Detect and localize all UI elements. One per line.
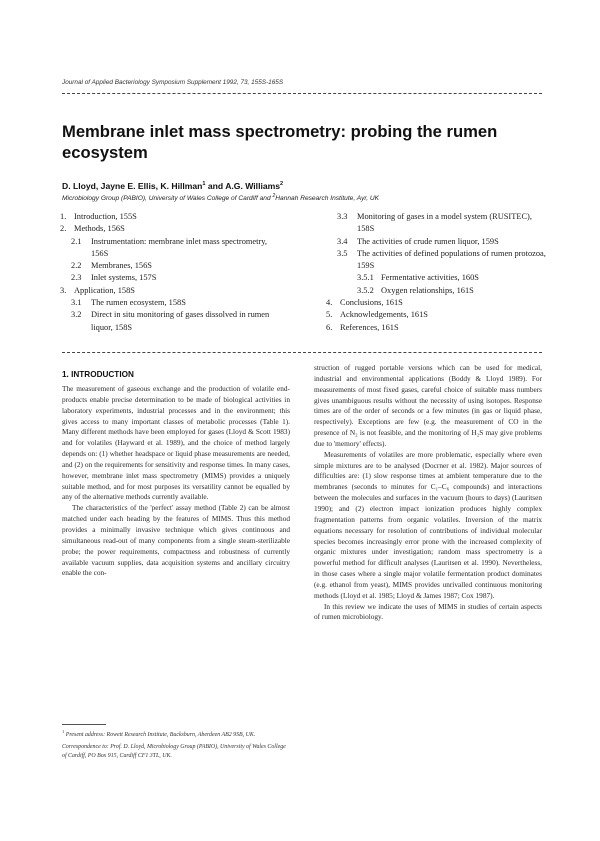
toc-entry bbox=[60, 260, 280, 272]
toc-entry bbox=[326, 297, 546, 309]
footnote-rule bbox=[62, 724, 106, 725]
toc-entry-label: Membranes, 156S bbox=[91, 261, 152, 271]
toc-entry bbox=[60, 211, 280, 223]
paragraph: The measurement of gaseous exchange and the production of volatile end-products enable precise determination to be made of biological activities in laboratory experiments, industrial processes and in the environment; this gives access to many important classes of metabolic processes (Table 1). Many different methods have been employed for gases (Lloyd & Scott 1983) and for volatiles (Hayward et al. 1989), and the choice of method largely depends on: (1) whether headspace or liquid phase measurements are needed, and (2) on the requirements for sensitivity and response times. In many cases, however, membrane inlet mass spectrometry (MIMS) provides a uniquely suitable method, and for most purposes its versatility cannot be equalled by any of the alternative methods currently available. bbox=[62, 384, 290, 502]
toc-entry-label: Conclusions, 161S bbox=[340, 298, 403, 308]
toc-entry bbox=[326, 285, 546, 297]
toc-entry-number: 4. bbox=[326, 298, 333, 308]
toc-entry bbox=[60, 236, 280, 261]
toc-entry-number: 3.5.1 bbox=[357, 273, 374, 283]
journal-header: Journal of Applied Bacteriology Symposium Supplement 1992, 73, 155S-165S bbox=[62, 79, 284, 86]
header-rule bbox=[62, 93, 542, 94]
toc-entry-number: 3.3 bbox=[337, 212, 348, 221]
toc-entry-label: Monitoring of gases in a model system (RUSITEC), 158S bbox=[357, 212, 532, 234]
body-column-left bbox=[62, 384, 290, 579]
affiliation-sup: 2 bbox=[272, 193, 276, 199]
author-sup-1: 1 bbox=[202, 181, 206, 188]
toc-entry bbox=[60, 297, 280, 309]
toc-entry-number: 3.4 bbox=[337, 236, 348, 246]
section-heading-introduction: 1. INTRODUCTION bbox=[62, 370, 134, 379]
toc-entry-label: References, 161S bbox=[340, 322, 399, 332]
toc-entry-label: Direct in situ monitoring of gases dissolved in rumen liquor, 158S bbox=[91, 310, 270, 332]
toc-entry-label: The activities of crude rumen liquor, 159S bbox=[357, 236, 499, 246]
article-title: Membrane inlet mass spectrometry: probing the rumen ecosystem bbox=[62, 122, 498, 162]
toc-entry-number: 2.1 bbox=[71, 236, 82, 246]
toc-entry-number: 3. bbox=[60, 285, 67, 295]
toc-entry-number: 1. bbox=[60, 212, 67, 221]
toc-entry-number: 3.5.2 bbox=[357, 285, 374, 295]
authors bbox=[62, 181, 542, 191]
toc-entry bbox=[326, 272, 546, 284]
footnotes bbox=[62, 728, 290, 763]
toc-entry-label: Fermentative activities, 160S bbox=[381, 273, 479, 283]
footnote-present-address bbox=[62, 728, 290, 740]
toc-entry-label: Inlet systems, 157S bbox=[91, 273, 157, 283]
toc-entry-number: 2.2 bbox=[71, 261, 82, 271]
toc-entry-label: Oxygen relationships, 161S bbox=[381, 285, 474, 295]
toc-entry-number: 2.3 bbox=[71, 273, 82, 283]
toc-right-column bbox=[326, 211, 546, 334]
toc-entry-label: The rumen ecosystem, 158S bbox=[91, 298, 186, 308]
author-names: D. Lloyd, Jayne E. Ellis, K. Hillman bbox=[62, 181, 203, 191]
affiliation-main: Microbiology Group (PABIO), University of Wales College of Cardiff and bbox=[62, 195, 273, 203]
toc-left-column bbox=[60, 211, 280, 334]
footnote-present-text: Present address: Rowett Research Institute, Bucksburn, Aberdeen AB2 9SB, UK. bbox=[65, 731, 256, 738]
toc-entry-number: 5. bbox=[326, 310, 333, 320]
toc-entry-label: Application, 158S bbox=[74, 285, 135, 295]
toc-entry-number: 3.5 bbox=[337, 248, 348, 258]
toc-entry bbox=[326, 248, 546, 273]
paragraph: The characteristics of the 'perfect' assay method (Table 2) can be almost matched under each heading by the features of MIMS. Thus this method provides a minimally invasive technique which gives continuous and simultaneous read-out of many components from a single steam-sterilizable probe; the power requirements, compactness and robustness of currently available vacuum supplies, data acquisition systems and ancillary circuitry enable the con- bbox=[62, 503, 290, 578]
body-column-right bbox=[314, 363, 542, 623]
toc-entry-label: Acknowledgements, 161S bbox=[340, 310, 428, 320]
toc-entry bbox=[326, 236, 546, 248]
toc-entry bbox=[326, 322, 546, 334]
toc-entry-label: Methods, 156S bbox=[74, 224, 125, 234]
toc-entry-label: Introduction, 155S bbox=[74, 212, 137, 221]
author-last: and A.G. Williams bbox=[205, 181, 281, 191]
author-sup-2: 2 bbox=[280, 181, 284, 188]
toc-entry-number: 2. bbox=[60, 224, 67, 234]
toc-entry bbox=[60, 223, 280, 235]
toc-entry bbox=[326, 211, 546, 236]
toc-entry bbox=[326, 309, 546, 321]
paragraph: Measurements of volatiles are more problematic, especially where even simple mixtures are to be analysed (Docrner et al. 1982). Major sources of difficulties are: (1) slow response times at ambient temperature due to the membranes (seconds to minutes for C₁–C₆ compounds) and interactions between the molecules and surfaces in the vacuum (hours to days) (Lauritsen 1990); and (2) electron impact ionization produces highly complex fragmentation patterns from organic volatiles. Inversion of the matrix equations necessary for resolution of contributions of individual molecular species becomes increasingly error prone with the increased complexity of organic mixtures under investigation; random mass spectrometry is a powerful method for difficult analyses (Lauritsen et al. 1990). Nevertheless, in those cases where a single major volatile fermentation product dominates (e.g. ethanol from yeast), MIMS provides unrivalled continuous monitoring methods (Lloyd et al. 1985; Lloyd & James 1987; Cox 1987). bbox=[314, 449, 542, 600]
affiliation-rest: Hannah Research Institute, Ayr, UK bbox=[275, 195, 380, 203]
affiliation bbox=[62, 193, 542, 202]
toc-entry-label: Instrumentation: membrane inlet mass spectrometry, 156S bbox=[91, 236, 267, 258]
toc-entry bbox=[60, 309, 280, 334]
toc-entry bbox=[60, 272, 280, 284]
toc-rule bbox=[62, 352, 542, 353]
paragraph: struction of rugged portable versions which can be used for medical, industrial and environmental applications (Boddy & Lloyd 1989). For measurements of most fixed gases, careful choice of suitable mass numbers gives unambiguous results without the necessity of using isotopes. Response times are of the order of seconds or a few minutes (in gas or liquid phase, respectively). Exceptions are few (e.g. the measurement of CO in the presence of N₂ is not feasible, and the monitoring of H₂S may give problems due to 'memory' effects). bbox=[314, 363, 542, 448]
paragraph: In this review we indicate the uses of MIMS in studies of certain aspects of rumen microbiology. bbox=[314, 601, 542, 622]
toc-entry bbox=[60, 285, 280, 297]
toc-entry-number: 3.2 bbox=[71, 310, 82, 320]
footnote-correspondence: Correspondence to: Prof. D. Lloyd, Microbiology Group (PABIO), University of Wales College of Cardiff, PO Box 915, Cardiff CF1 3TL, UK. bbox=[62, 743, 286, 759]
footnote-sup: 1 bbox=[62, 729, 65, 734]
toc-entry-number: 6. bbox=[326, 322, 333, 332]
toc-entry-label: The activities of defined populations of rumen protozoa, 159S bbox=[357, 248, 546, 271]
toc-entry-number: 3.1 bbox=[71, 298, 82, 308]
